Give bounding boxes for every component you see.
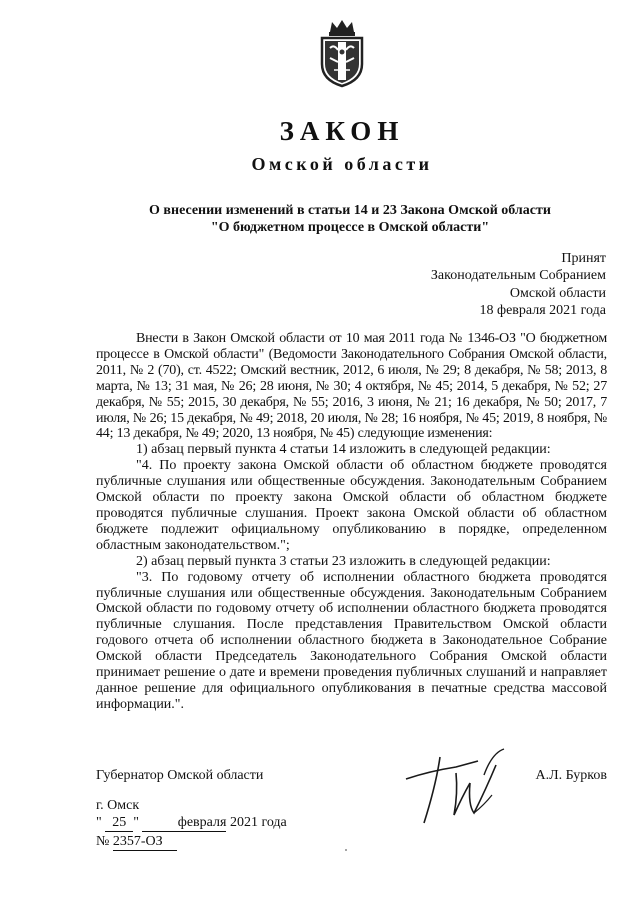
signing-year: 2021 года [229, 815, 287, 830]
signing-month [142, 815, 226, 832]
day-quote-open: " [96, 815, 102, 830]
law-number-label: № [96, 834, 110, 849]
adoption-line-3: Омской области [509, 285, 606, 301]
adoption-date: 18 февраля 2021 года [479, 302, 606, 318]
law-number-field [113, 834, 177, 851]
signatory-name: А.Л. Бурков [535, 768, 607, 783]
coat-of-arms-icon [316, 18, 368, 88]
body-paragraph-amendment-1: 1) абзац первый пункта 4 статьи 14 изложить в следующей редакции: [136, 442, 551, 458]
law-number-value: 2357-ОЗ [112, 834, 163, 849]
signing-day-value: 25 [112, 815, 127, 830]
handwritten-signature-icon [400, 745, 520, 825]
signatory-position: Губернатор Омской области [96, 768, 264, 783]
day-quote-close: " [133, 815, 139, 830]
document-subtitle: Омской области [251, 154, 433, 174]
adoption-block [431, 250, 606, 319]
signature-row [96, 768, 607, 788]
law-number [96, 834, 177, 851]
signing-day [105, 815, 133, 832]
adoption-line-2: Законодательным Собранием [430, 268, 606, 284]
signing-date [96, 815, 287, 832]
document-title: ЗАКОН [279, 116, 405, 146]
body-paragraph-quote-2: "3. По годовому отчету об исполнении областного бюджета проводятся публичные слушания или общественные обсуждения. Законодательным Собранием Омской области по годовому отчету об исполнении областного бюджета проводятся публичные слушания. После представления Правительством Омской области годового отчета об исполнении областного бюджета в Законодательное Собрание Омской области Председатель Законодательного Собрания Омской области принимает решение о дате и времени проведения публичных слушаний и направляет данное решение для официального опубликования в печатные средства массовой информации.". [96, 569, 607, 712]
body-paragraph-intro: Внести в Закон Омской области от 10 мая 2011 года № 1346-ОЗ "О бюджетном процессе в Омской области" (Ведомости Законодательного Собрания Омской области, 2011, № 2 (70), ст. 4522; Омский вестник, 2012, 6 июля, № 29; 8 декабря, № 58; 2013, 8 марта, № 13; 31 мая, № 26; 28 июня, № 30; 4 октября, № 45; 2014, 5 декабря, № 52; 27 декабря, № 55; 2015, 30 декабря, № 55; 2016, 3 июня, № 21; 16 декабря, № 50; 2017, 7 июля, № 26; 15 декабря, № 49; 2018, 20 июля, № 28; 16 ноября, № 45; 2019, 8 ноября, № 44; 13 декабря, № 49; 2020, 13 ноября, № 45) следующие изменения: [96, 331, 607, 442]
signing-month-value: февраля [177, 815, 227, 830]
body-paragraph-amendment-2: 2) абзац первый пункта 3 статьи 23 изложить в следующей редакции: [136, 553, 551, 569]
subject-line-1: О внесении изменений в статьи 14 и 23 Закона Омской области [149, 203, 551, 218]
city-line: г. Омск [96, 798, 140, 813]
adoption-line-1: Принят [561, 251, 606, 266]
body-paragraph-quote-1: "4. По проекту закона Омской области об областном бюджете проводятся публичные слушания или общественные обсуждения. Законодательным Собранием Омской области по проекту закона Омской области об областном бюджете проводятся публичные слушания. Проект закона Омской области об областном бюджете подлежит официальному опубликованию в порядке, определенном областным законодательством."; [96, 458, 607, 553]
scan-speck [345, 849, 347, 851]
law-body [96, 331, 607, 713]
law-subject [0, 202, 640, 236]
subject-line-2: "О бюджетном процессе в Омской области" [210, 220, 490, 235]
